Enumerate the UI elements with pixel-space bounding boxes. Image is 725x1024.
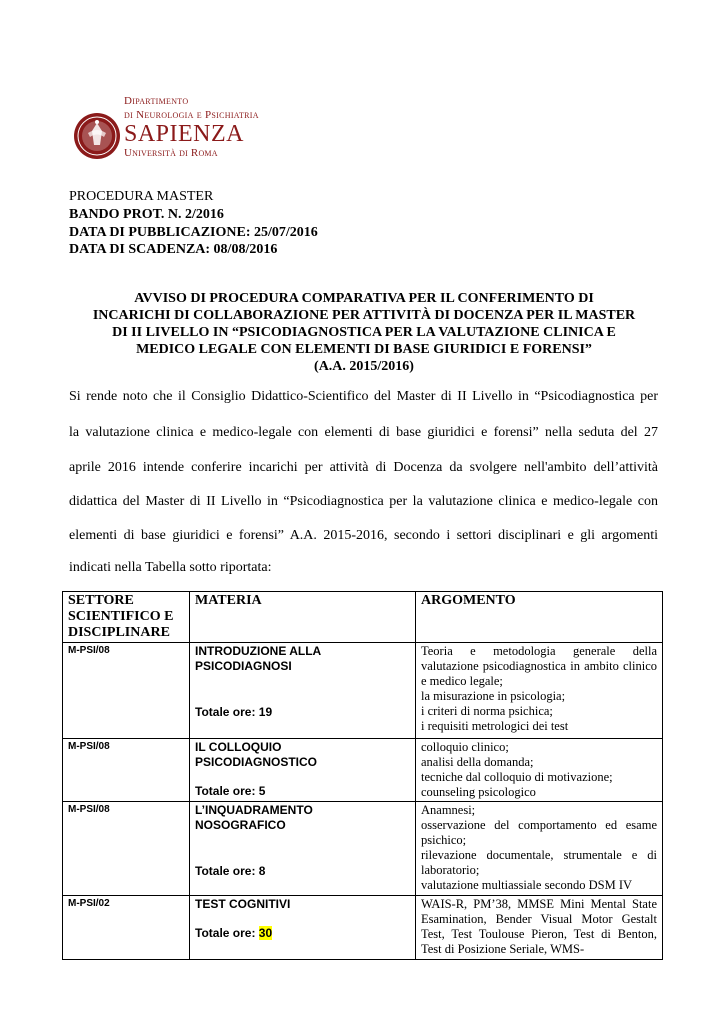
argomento-line: analisi della domanda; <box>421 755 534 769</box>
settore-code: M-PSI/08 <box>63 739 190 802</box>
argomento-cell <box>416 802 663 896</box>
settore-code: M-PSI/08 <box>63 802 190 896</box>
materia-line: L’INQUADRAMENTO <box>195 803 313 817</box>
argomento-line: Anamnesi; <box>421 803 476 817</box>
header-argomento: ARGOMENTO <box>416 592 663 643</box>
settore-code: M-PSI/02 <box>63 896 190 960</box>
total-hours <box>195 784 265 799</box>
total-label: Totale ore: <box>195 926 256 940</box>
argomento-line: Teoria e metodologia generale della valutazione psicodiagnostica in ambito clinico e medico legale; <box>421 644 657 688</box>
materia-line: NOSOGRAFICO <box>195 818 286 832</box>
total-value-highlighted: 30 <box>258 926 273 940</box>
deadline-date: DATA DI SCADENZA: 08/08/2016 <box>69 242 278 257</box>
university-city: Università di Roma <box>124 147 218 159</box>
body-line: indicati nella Tabella sotto riportata: <box>69 560 272 575</box>
sapienza-seal-icon <box>72 111 122 161</box>
total-hours <box>195 705 272 720</box>
notice-title-line: DI II LIVELLO IN “PSICODIAGNOSTICA PER LA VALUTAZIONE CLINICA E <box>112 325 616 340</box>
total-hours <box>195 926 272 941</box>
argomento-line: i criteri di norma psichica; <box>421 704 553 718</box>
table-row <box>63 739 663 802</box>
materia-line: TEST COGNITIVI <box>195 897 291 911</box>
argomento-line: osservazione del comportamento ed esame psichico; <box>421 818 657 847</box>
argomento-line: counseling psicologico <box>421 785 536 799</box>
header-settore <box>63 592 190 643</box>
academic-year: (A.A. 2015/2016) <box>314 359 414 374</box>
body-line: la valutazione clinica e medico-legale con elementi di base giuridici e forensi” nella seduta del 27 <box>69 425 658 440</box>
publication-date: DATA DI PUBBLICAZIONE: 25/07/2016 <box>69 225 318 240</box>
procedure-label: PROCEDURA MASTER <box>69 189 214 204</box>
materia-line: IL COLLOQUIO <box>195 740 282 754</box>
argomento-line: colloquio clinico; <box>421 740 509 754</box>
argomento-line: valutazione multiassiale secondo DSM IV <box>421 878 633 892</box>
materia-cell <box>190 739 416 802</box>
body-line: Si rende noto che il Consiglio Didattico-Scientifico del Master di II Livello in “Psicodiagnostica per <box>69 389 658 404</box>
notice-title-line: INCARICHI DI COLLABORAZIONE PER ATTIVITÀ DI DOCENZA PER IL MASTER <box>92 308 636 323</box>
argomento-line: tecniche dal colloquio di motivazione; <box>421 770 613 784</box>
argomento-cell <box>416 739 663 802</box>
table-row <box>63 896 663 960</box>
header-materia: MATERIA <box>190 592 416 643</box>
department-subtitle: di Neurologia e Psichiatria <box>124 109 259 121</box>
bando-number: BANDO PROT. N. 2/2016 <box>69 207 224 222</box>
total-value: 5 <box>258 784 266 798</box>
argomento-line: rilevazione documentale, strumentale e di laboratorio; <box>421 848 657 877</box>
materia-line: PSICODIAGNOSI <box>195 659 292 673</box>
header-settore-line: DISCIPLINARE <box>68 625 170 640</box>
materia-cell <box>190 896 416 960</box>
teaching-table <box>62 591 663 960</box>
header-settore-line: SETTORE <box>68 593 134 608</box>
argomento-cell <box>416 896 663 960</box>
argomento-line: WAIS-R, PM’38, MMSE Mini Mental State Esamination, Bender Visual Motor Gestalt Test, Test Toulouse Pieron, Test di Benton, Test di Posizione Seriale, WMS- <box>421 897 657 956</box>
header-settore-line: SCIENTIFICO E <box>68 609 174 624</box>
department-label: Dipartimento <box>124 95 189 107</box>
argomento-cell <box>416 643 663 739</box>
table-row <box>63 643 663 739</box>
argomento-line: la misurazione in psicologia; <box>421 689 566 703</box>
argomento-line: i requisiti metrologici dei test <box>421 719 569 733</box>
table-header-row <box>63 592 663 643</box>
materia-line: PSICODIAGNOSTICO <box>195 755 318 769</box>
table-row <box>63 802 663 896</box>
body-line: elementi di base giuridici e forensi” A.A. 2015-2016, secondo i settori disciplinari e gli argomenti <box>69 528 658 543</box>
total-label: Totale ore: <box>195 864 256 878</box>
body-line: aprile 2016 intende conferire incarichi per attività di Docenza da svolgere nell'ambito dell’attività <box>69 460 658 475</box>
sapienza-logo <box>70 95 300 165</box>
university-name: SAPIENZA <box>124 121 245 147</box>
total-hours <box>195 864 265 879</box>
total-label: Totale ore: <box>195 705 256 719</box>
settore-code: M-PSI/08 <box>63 643 190 739</box>
materia-cell <box>190 802 416 896</box>
materia-cell <box>190 643 416 739</box>
total-value: 8 <box>258 864 266 878</box>
body-line: didattica del Master di II Livello in “Psicodiagnostica per la valutazione clinica e medico-legale con <box>69 494 658 509</box>
notice-title-line: MEDICO LEGALE CON ELEMENTI DI BASE GIURIDICI E FORENSI” <box>136 342 592 357</box>
total-value: 19 <box>258 705 273 719</box>
notice-title-line: AVVISO DI PROCEDURA COMPARATIVA PER IL CONFERIMENTO DI <box>134 291 594 306</box>
materia-line: INTRODUZIONE ALLA <box>195 644 322 658</box>
total-label: Totale ore: <box>195 784 256 798</box>
